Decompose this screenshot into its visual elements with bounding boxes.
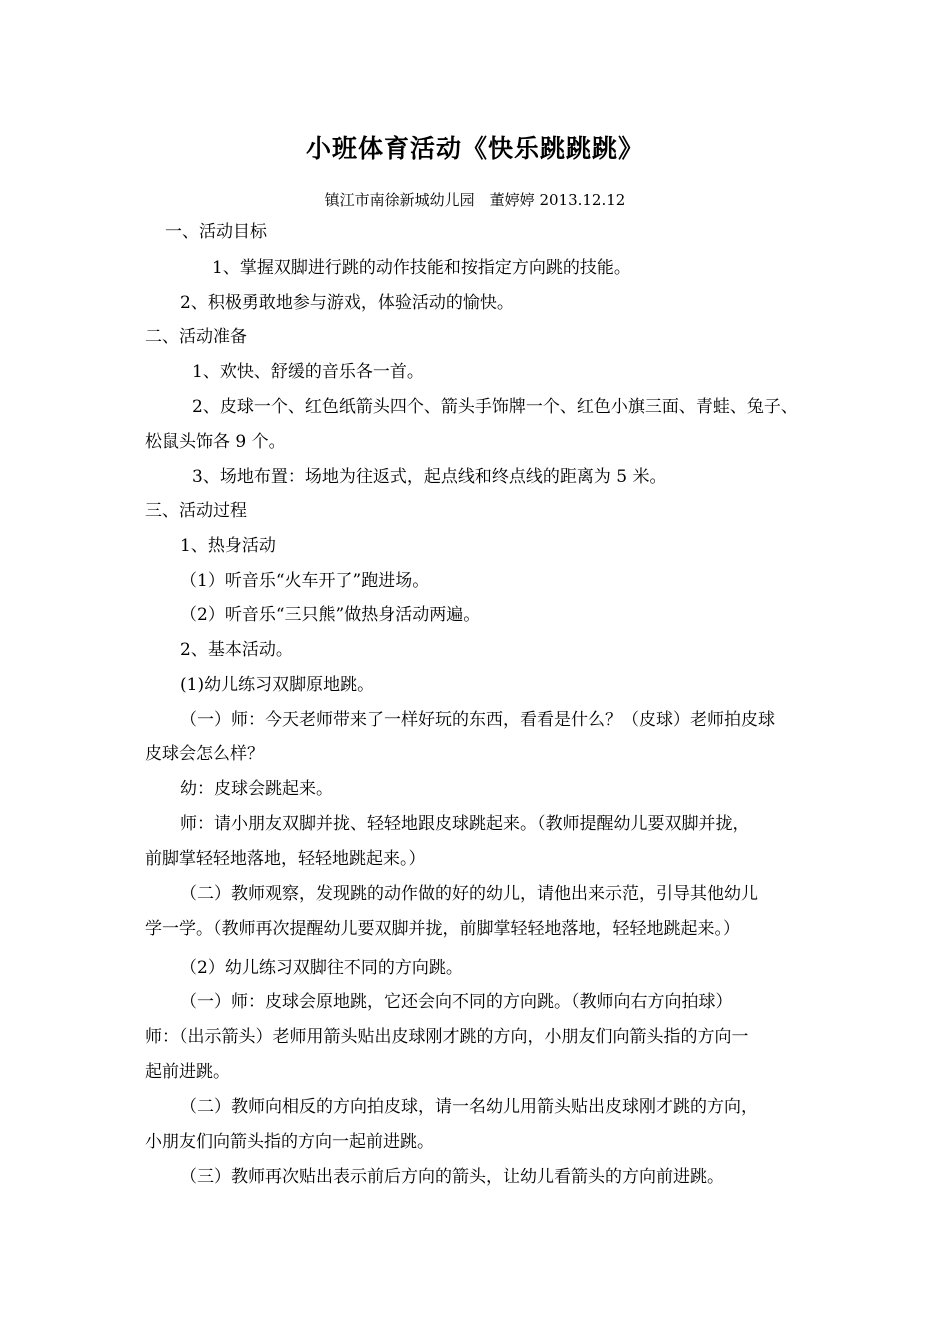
paragraph-line: （二）教师观察，发现跳的动作做的好的幼儿，请他出来示范，引导其他幼儿 bbox=[180, 884, 758, 904]
paragraph-line: 2、皮球一个、红色纸箭头四个、箭头手饰牌一个、红色小旗三面、青蛙、兔子、 bbox=[192, 397, 798, 417]
paragraph-line: （一）师：今天老师带来了一样好玩的东西，看看是什么？（皮球）老师拍皮球 bbox=[180, 710, 775, 730]
paragraph-line: (1)幼儿练习双脚原地跳。 bbox=[180, 675, 375, 695]
document-title: 小班体育活动《快乐跳跳跳》 bbox=[305, 134, 644, 163]
section-heading-goals: 一、活动目标 bbox=[165, 222, 267, 242]
paragraph-line: （2）听音乐“三只熊”做热身活动两遍。 bbox=[180, 605, 481, 625]
paragraph-line: 起前进跳。 bbox=[145, 1062, 230, 1082]
paragraph-line: （2）幼儿练习双脚往不同的方向跳。 bbox=[180, 958, 463, 978]
paragraph-line: 师：（出示箭头）老师用箭头贴出皮球刚才跳的方向，小朋友们向箭头指的方向一 bbox=[145, 1027, 749, 1047]
document-byline: 镇江市南徐新城幼儿园 董婷婷 2013.12.12 bbox=[324, 191, 626, 209]
paragraph-line: 学一学。（教师再次提醒幼儿要双脚并拢，前脚掌轻轻地落地，轻轻地跳起来。） bbox=[145, 919, 740, 939]
paragraph-line: 幼：皮球会跳起来。 bbox=[180, 779, 333, 799]
paragraph-line: 2、积极勇敢地参与游戏，体验活动的愉快。 bbox=[180, 293, 514, 313]
paragraph-line: 1、热身活动 bbox=[180, 536, 276, 556]
paragraph-line: （二）教师向相反的方向拍皮球，请一名幼儿用箭头贴出皮球刚才跳的方向， bbox=[180, 1097, 758, 1117]
paragraph-line: 3、场地布置：场地为往返式，起点线和终点线的距离为 5 米。 bbox=[192, 467, 667, 487]
section-heading-preparation: 二、活动准备 bbox=[145, 327, 247, 347]
paragraph-line: 皮球会怎么样？ bbox=[145, 744, 264, 764]
paragraph-line: 小朋友们向箭头指的方向一起前进跳。 bbox=[145, 1132, 434, 1152]
paragraph-line: （一）师：皮球会原地跳，它还会向不同的方向跳。（教师向右方向拍球） bbox=[180, 992, 733, 1012]
paragraph-line: （1）听音乐“火车开了”跑进场。 bbox=[180, 571, 430, 591]
paragraph-line: 师：请小朋友双脚并拢、轻轻地跟皮球跳起来。（教师提醒幼儿要双脚并拢， bbox=[180, 814, 750, 834]
paragraph-line: （三）教师再次贴出表示前后方向的箭头，让幼儿看箭头的方向前进跳。 bbox=[180, 1167, 724, 1187]
paragraph-line: 1、欢快、舒缓的音乐各一首。 bbox=[192, 362, 424, 382]
paragraph-line: 松鼠头饰各 9 个。 bbox=[145, 432, 286, 452]
paragraph-line: 1、掌握双脚进行跳的动作技能和按指定方向跳的技能。 bbox=[212, 258, 631, 278]
paragraph-line: 2、基本活动。 bbox=[180, 640, 293, 660]
paragraph-line: 前脚掌轻轻地落地，轻轻地跳起来。） bbox=[145, 849, 426, 869]
section-heading-process: 三、活动过程 bbox=[145, 501, 247, 521]
